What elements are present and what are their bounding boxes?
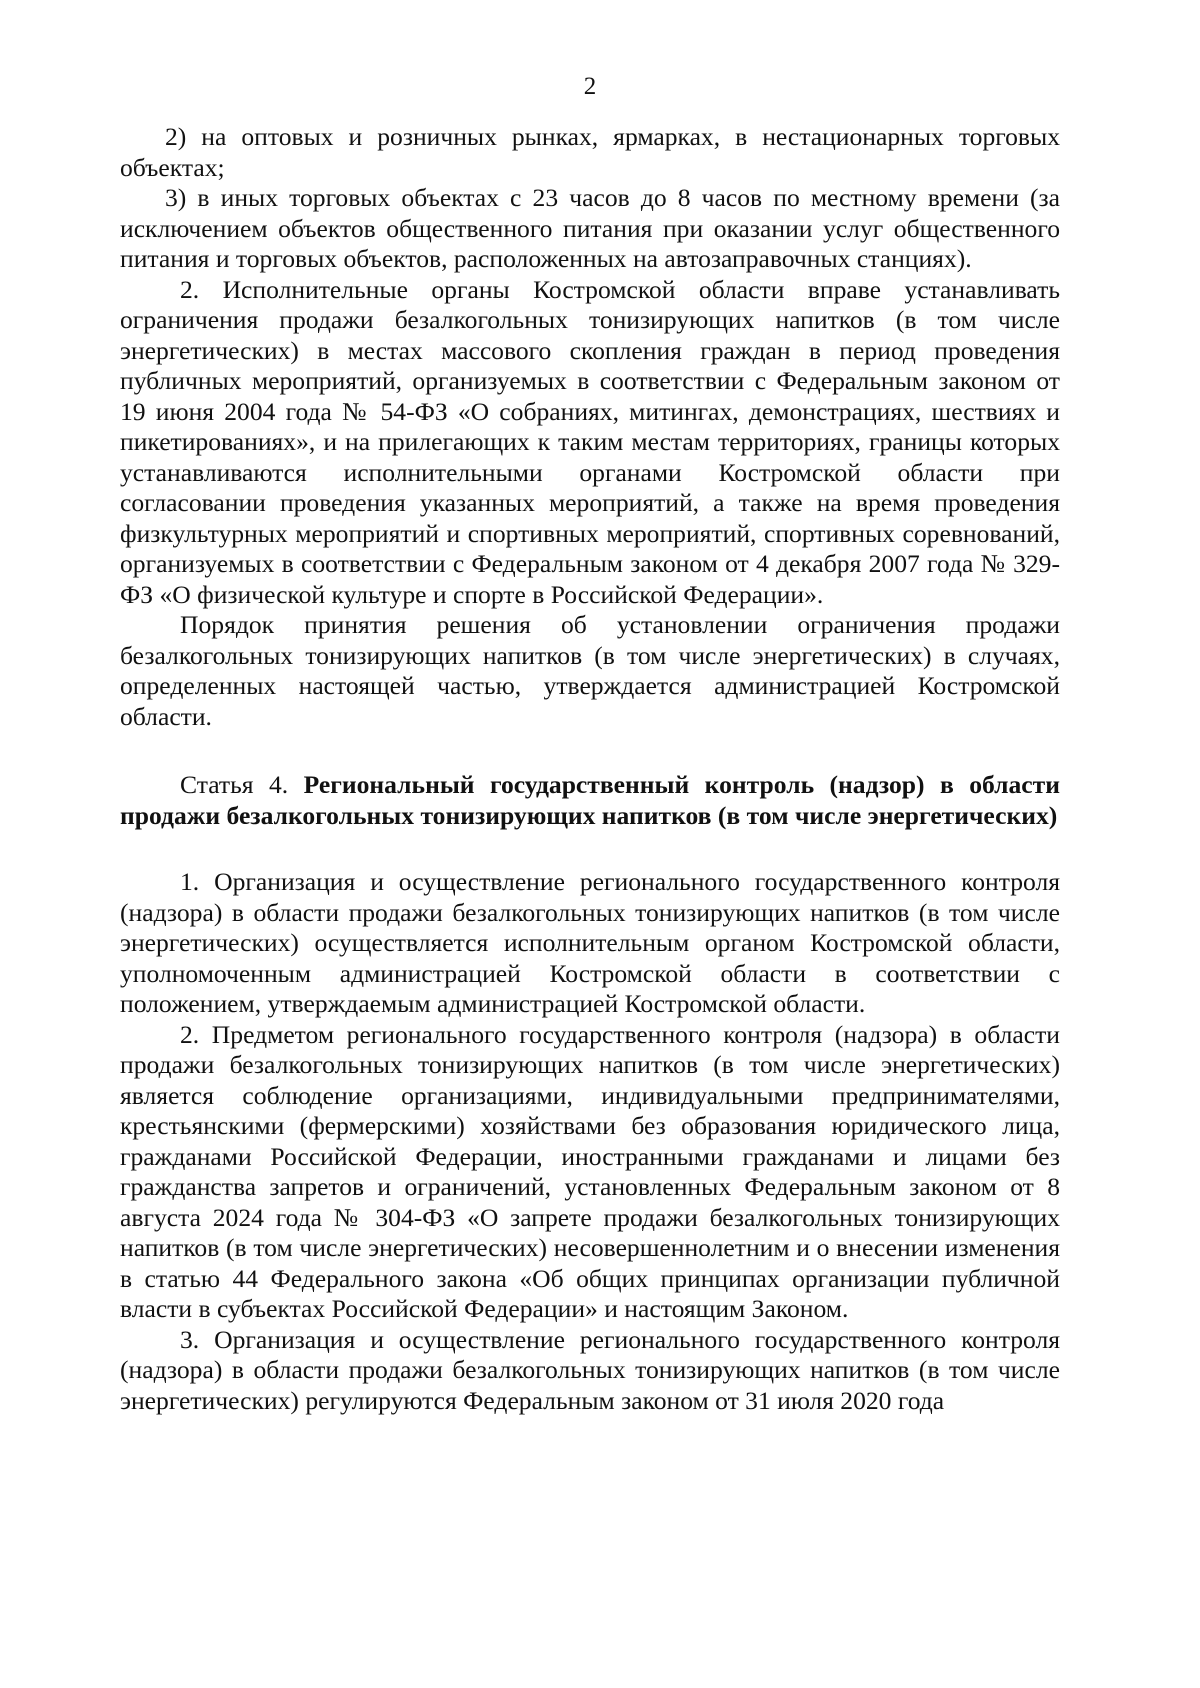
- paragraph-part-2: 2. Исполнительные органы Костромской области вправе устанавливать ограничения продажи безалкогольных тонизирующих напитков (в том числе энергетических) в местах массового скопления граждан в период проведения публичных мероприятий, организуемых в соответствии с Федеральным законом от 19 июня 2004 года № 54-ФЗ «О собраниях, митингах, демонстрациях, шествиях и пикетированиях», и на прилегающих к таким местам территориях, границы которых устанавливаются исполнительными органами Костромской области при согласовании проведения указанных мероприятий, а также на время проведения физкультурных мероприятий и спортивных мероприятий, спортивных соревнований, организуемых в соответствии с Федеральным законом от 4 декабря 2007 года № 329-ФЗ «О физической культуре и спорте в Российской Федерации».: [120, 274, 1060, 609]
- article-heading: [120, 770, 1060, 831]
- article-4-part-3: 3. Организация и осуществление регионального государственного контроля (надзора) в области продажи безалкогольных тонизирующих напитков (в том числе энергетических) регулируются Федеральным законом от 31 июля 2020 года: [120, 1324, 1060, 1415]
- article-title: Региональный государственный контроль (надзор) в области продажи безалкогольных тонизирующих напитков (в том числе энергетических): [120, 770, 1060, 830]
- list-item-2: 2) на оптовых и розничных рынках, ярмарках, в нестационарных торговых объектах;: [120, 122, 1060, 182]
- paragraph-procedure: Порядок принятия решения об установлении ограничения продажи безалкогольных тонизирующих напитков (в том числе энергетических) в случаях, определенных настоящей частью, утверждается администрацией Костромской области.: [120, 610, 1060, 731]
- page-number: 2: [583, 73, 597, 100]
- article-number: Статья 4.: [180, 770, 289, 799]
- article-4-part-2: 2. Предметом регионального государственного контроля (надзора) в области продажи безалкогольных тонизирующих напитков (в том числе энергетических) является соблюдение организациями, индивидуальными предпринимателями, крестьянскими (фермерскими) хозяйствами без образования юридического лица, гражданами Российской Федерации, иностранными гражданами и лицами без гражданства запретов и ограничений, установленных Федеральным законом от 8 августа 2024 года № 304-ФЗ «О запрете продажи безалкогольных тонизирующих напитков (в том числе энергетических) несовершеннолетним и о внесении изменения в статью 44 Федерального закона «Об общих принципах организации публичной власти в субъектах Российской Федерации» и настоящим Законом.: [120, 1019, 1060, 1323]
- list-item-3: 3) в иных торговых объектах с 23 часов до 8 часов по местному времени (за исключением объектов общественного питания при оказании услуг общественного питания и торговых объектов, расположенных на автозаправочных станциях).: [120, 183, 1060, 273]
- article-4-part-1: 1. Организация и осуществление регионального государственного контроля (надзора) в области продажи безалкогольных тонизирующих напитков (в том числе энергетических) осуществляется исполнительным органом Костромской области, уполномоченным администрацией Костромской области в соответствии с положением, утверждаемым администрацией Костромской области.: [120, 867, 1060, 1018]
- document-page: [120, 72, 1060, 1416]
